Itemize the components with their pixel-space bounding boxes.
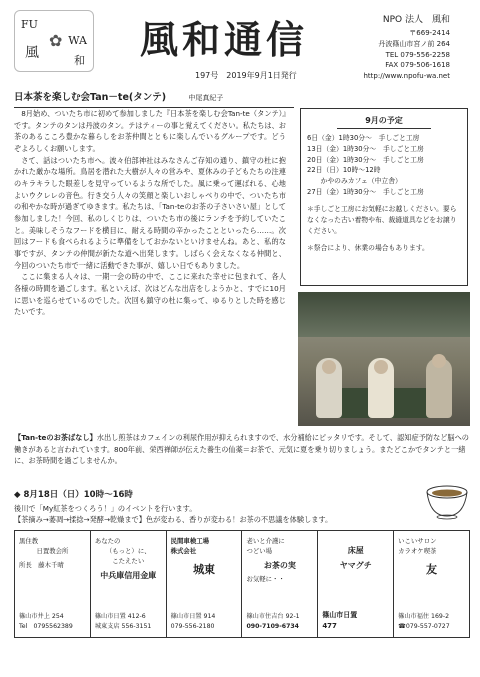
sponsor-contact (246, 612, 299, 631)
sponsor-name: お茶の実 (263, 560, 296, 570)
article-body (14, 108, 286, 318)
sponsor-line: 民間車検工場 (170, 537, 209, 545)
photo-trees (298, 292, 470, 337)
logo-kanji-1: 風 (25, 45, 39, 61)
sponsor-line: （もっと）に、 (105, 546, 151, 555)
sponsor-name: ヤマグチ (339, 561, 372, 571)
org-name: NPO 法人 風和 (382, 15, 450, 25)
sponsor-kurozumi (15, 531, 91, 637)
sponsor-line: 床屋 (347, 546, 364, 555)
org-fax: FAX 079-506-1618 (385, 61, 450, 70)
sponsor-ads (14, 530, 470, 638)
sponsor-contact (19, 612, 73, 631)
org-postal: 〒669-2414 (409, 28, 450, 37)
sponsor-name: 友 (426, 562, 438, 576)
tea-note (14, 432, 470, 467)
sponsor-address: 篠山市福住 169-2 (398, 613, 450, 621)
sponsor-tomo (394, 531, 469, 637)
newsletter-title: 風和通信 (140, 17, 309, 62)
sponsor-line: つどい場 (246, 546, 273, 555)
org-info (363, 14, 450, 82)
event-date: ◆ 8月18日（日）10時～16時 (14, 490, 133, 500)
event-line-2: 【茶摘み→萎凋→揉捻→発酵→乾燥まで】色が変わる、香りが変わる！お茶の不思議を体験します。 (14, 515, 333, 525)
sponsor-name: 中兵庫信用金庫 (100, 570, 157, 580)
logo (14, 10, 94, 72)
sponsor-address: 篠山市住吉台 92-1 (246, 613, 300, 621)
sponsor-line: あなたの (94, 537, 121, 545)
sponsor-contact (95, 612, 152, 631)
sponsor-address: 篠山市日置 914 (170, 613, 216, 621)
photo-person-head (432, 354, 446, 368)
schedule-row: 20日（金）1時30分～ 手しごと工房 (307, 155, 424, 164)
schedule-row: 6日（金）1時30分～ 手しごと工房 (307, 133, 420, 142)
sponsor-line: 所長 藤木千晴 (19, 560, 64, 569)
org-tel: TEL 079-556-2258 (385, 50, 450, 59)
sponsor-contact (398, 612, 450, 631)
schedule-box (300, 108, 468, 286)
org-url: http://www.npofu-wa.net (363, 72, 450, 81)
article-paragraph-3: ここに集まる人々は、一期一会の時の中で、ここに来れた幸せに包まれて、各人各様の時間を過ごします。私といえば、次はどんな出店をしようかと、すでに10月に思いを巡らせているのでした。次回も鎮守の杜に集って、ゆるりとした時を感じたいです。 (14, 272, 286, 317)
sponsor-address: 篠山市日置 412-6 (94, 613, 146, 621)
sponsor-address: 篠山市井上 254 (19, 613, 64, 621)
sponsor-line: 日置教会所 (36, 546, 69, 555)
schedule-row: 27日（金）1時30分～ 手しごと工房 (307, 188, 424, 197)
schedule-row: 13日（金）1時30分～ 手しごと工房 (307, 144, 424, 153)
sponsor-tel: Tel 0795562389 (19, 622, 73, 630)
sponsor-contact (322, 610, 357, 631)
sponsor-address: 篠山市日置 (322, 611, 358, 619)
photo-person-head (374, 360, 388, 374)
schedule-title: 9月の予定 (337, 115, 431, 129)
schedule-note: ＊祭合により、休業の場合もあります。 (307, 243, 429, 252)
sponsor-line: 老いと介護に (246, 537, 285, 545)
article-header (14, 91, 294, 108)
article-author: 中尾真紀子 (188, 94, 224, 102)
logo-wa: WA (68, 34, 87, 47)
sponsor-joto (167, 531, 243, 637)
article-title: 日本茶を楽しむ会Tan－te(タンテ) (14, 92, 167, 103)
sponsor-tel: 079-556-2180 (170, 622, 215, 630)
sponsor-tel: ☎079-557-0727 (398, 622, 450, 630)
sponsor-line: こたえたい (112, 556, 145, 565)
sponsor-tel: 477 (322, 621, 337, 630)
event-photo (298, 292, 470, 426)
article-paragraph-2: さて、話はついたち市へ。波々伯部神社はみなさんご存知の通り、鎮守の杜に抱かれた厳かな場所。鳥居を潜れた大樹が人々の営みや、夏休みの子どもたちの注連のキラキラした眼差しを見守っているような所でした。風に乗って運ばれる、心地よいウクレレの音色。行き交う人々の笑顔と楽しいおしゃべりの中で、ついたち市の和やかな時が過ぎてゆきます。私たちは、「Tan-teのお茶の子さいさい屋」として参加しました！今回、私のしくじりは、ついたち市の後にランチを予約していたこと。美味しそうなフードを横目に、耐える時間の辛かったことといったら……。次回はフードも食べられるように準備をしておかないといけませんね。あと、私的な事ですが、タンテの仲間が新たな道へ出発します。しばらく会えなくなる仲間と、今回のついたち市で一緒に活動できた事が、嬉しい日でもありました。 (14, 155, 286, 270)
schedule-row: かやのみカフェ（中立舎） (307, 177, 402, 186)
sponsor-ochanomi (242, 531, 318, 637)
logo-kanji-2: 和 (74, 54, 85, 67)
sponsor-tel: 城東支店 556-3151 (94, 622, 152, 630)
schedule-note: ＊手しごと工房にお気軽にお越しください。要らなくなった古い着物や布、裁縫道具などをお譲りください。 (307, 205, 457, 235)
teacup-icon (424, 482, 470, 520)
tea-note-text: 水出し煎茶はカフェインの利尿作用が抑えられますので、水分補給にピッタリです。そして、認知症予防など脳への働きがあると言われています。800年前、栄西禅師が伝えた養生の仙薬＝お茶で、元気に夏を乗り切りましょう。またどこかでタンテと一緒に、お茶時間を過ごしませんか。 (14, 433, 469, 466)
sponsor-yamaguchi (318, 531, 394, 637)
sponsor-line: 黒住教 (19, 537, 39, 545)
sponsor-tel: 090-7109-6734 (246, 622, 299, 630)
sponsor-shinkin (91, 531, 167, 637)
sponsor-line: お気軽に・・ (246, 575, 285, 584)
sponsor-name: 城東 (193, 562, 216, 576)
org-address: 丹波篠山市宮ノ前 264 (378, 39, 450, 48)
schedule-row: 22日（日）10時～12時 (307, 166, 381, 175)
article-paragraph-1: 8月始め、ついたち市に初めて参加しました『日本茶を楽しむ会Tan-te（タンテ）』です。タンテのタンは丹波のタン。テはティーの事と覚えてください。私たちは、お茶のあるこころ豊かな暮らしをお茶仲間とともに楽しんでいるグループです。どうぞよろしくお願いします。 (14, 109, 286, 153)
photo-person-head (322, 360, 336, 374)
sponsor-line: カラオケ喫茶 (398, 546, 437, 555)
event-info (14, 489, 414, 526)
logo-fu: FU (21, 18, 38, 31)
issue-line: 197号 2019年9月1日発行 (195, 71, 297, 80)
sponsor-contact (171, 612, 216, 631)
tea-note-heading: 【Tan-teのお茶ばなし】 (14, 433, 97, 442)
event-line-1: 後川で「My紅茶をつくろう！」のイベントを行います。 (14, 503, 197, 513)
flower-icon: ✿ (49, 31, 63, 50)
sponsor-line: いこいサロン (398, 537, 437, 545)
sponsor-line: 株式会社 (170, 546, 197, 555)
